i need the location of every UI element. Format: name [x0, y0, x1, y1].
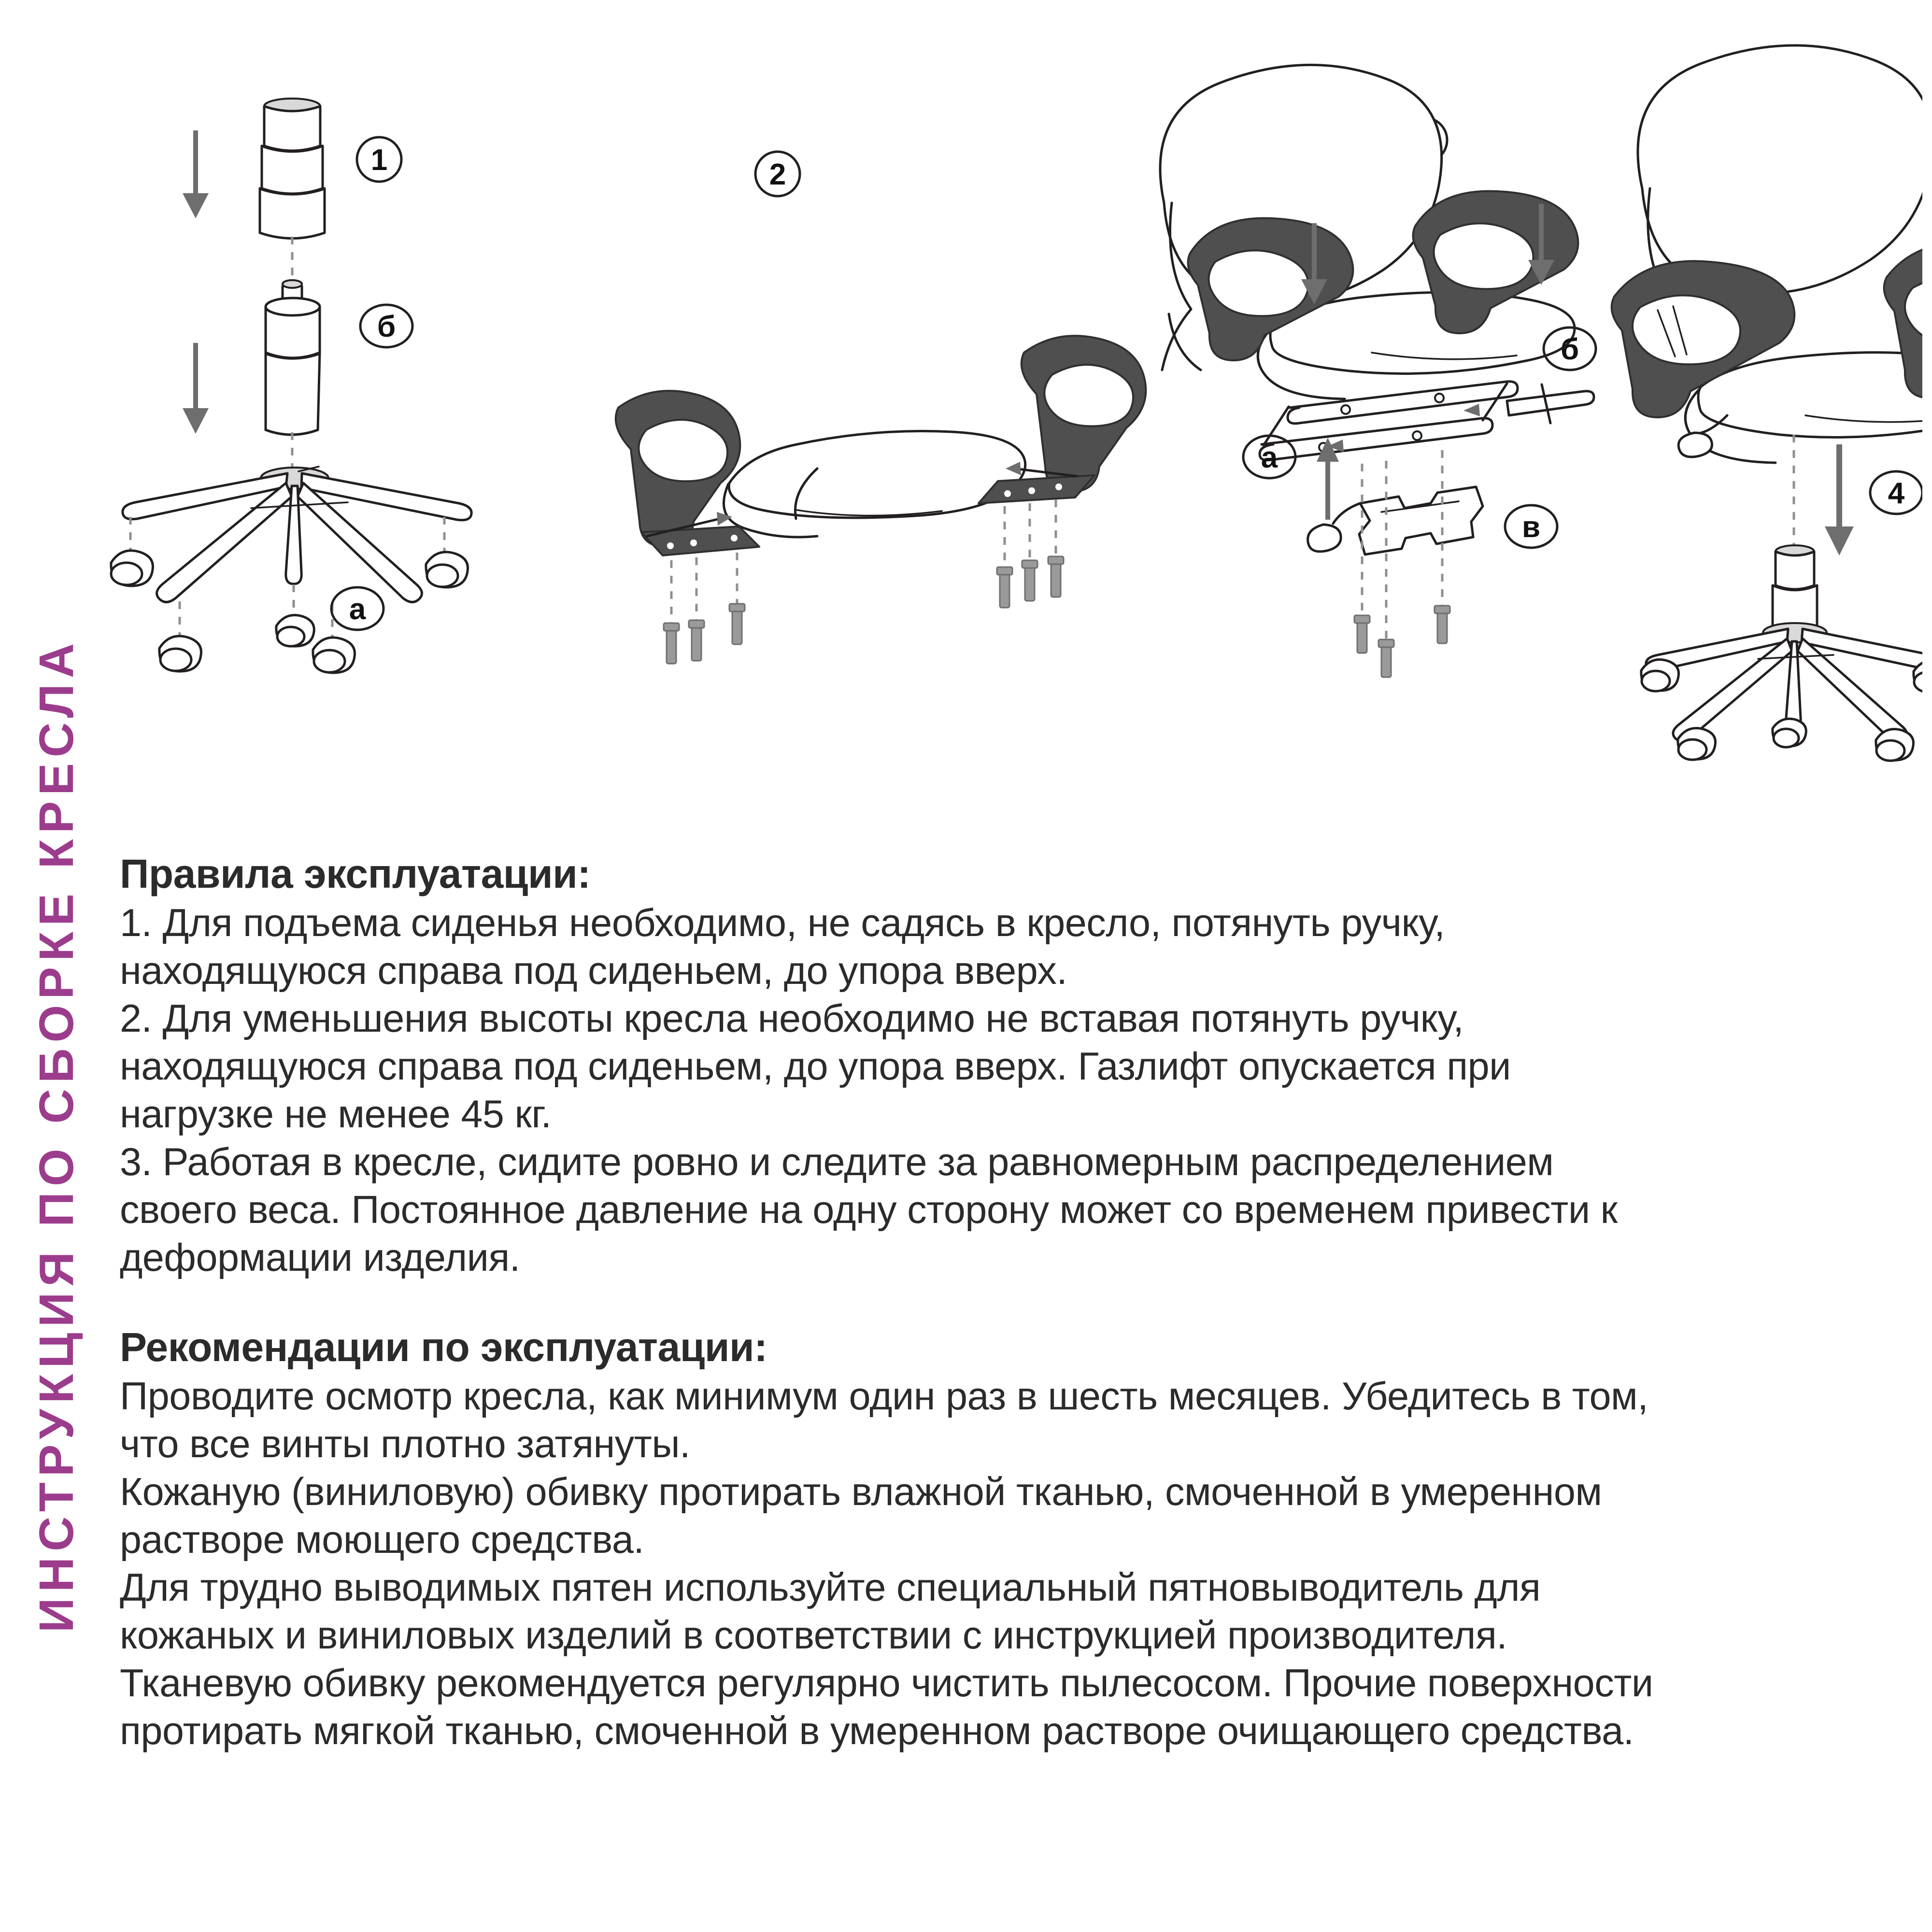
gas-lift-cylinder [266, 280, 320, 435]
step-3-group [1160, 65, 1596, 677]
step-2-badge [755, 152, 800, 196]
svg-text:б: б [377, 310, 396, 343]
part-label-b-step1 [360, 305, 412, 347]
assembly-diagram-svg [106, 43, 1922, 836]
step-4-group [1612, 45, 1922, 761]
svg-text:а: а [349, 593, 366, 626]
screw [689, 620, 704, 661]
step-2-group [616, 152, 1146, 664]
tilt-mechanism [1308, 487, 1483, 554]
recommendation-line: Для трудно выводимых пятен используйте специальный пятновыводитель для [120, 1566, 1541, 1609]
rules-line: 1. Для подъема сиденья необходимо, не садясь в кресло, потянуть ручку, [120, 901, 1445, 945]
step-1-badge [357, 137, 401, 182]
recommendation-line: кожаных и виниловых изделий в соответствии с инструкцией производителя. [120, 1614, 1507, 1657]
caster-wheel [426, 552, 468, 587]
caster-wheel [1678, 728, 1716, 760]
step-1-group [111, 99, 471, 673]
svg-text:в: в [1521, 511, 1541, 544]
recommendation-line: что все винты плотно затянуты. [120, 1422, 691, 1466]
seat-cushion [724, 431, 1025, 537]
screw [1354, 615, 1370, 653]
screws-mechanism [1354, 450, 1450, 677]
part-label-v-step3 [1505, 505, 1557, 548]
rules-line: деформации изделия. [120, 1236, 520, 1279]
recommendation-line: растворе моющего средства. [120, 1518, 644, 1562]
arrow-down-cover [183, 130, 209, 218]
rules-line: находящуюся справа под сиденьем, до упора вверх. Газлифт опускается при [120, 1045, 1511, 1088]
recommendation-line: Кожаную (виниловую) обивку протирать влажной тканью, смоченной в умеренном [120, 1470, 1602, 1514]
recommendations-list [120, 1373, 1907, 1755]
caster-wheel [1876, 729, 1914, 761]
screw [729, 604, 745, 644]
svg-text:1: 1 [370, 143, 388, 177]
rules-heading: Правила эксплуатации: [120, 851, 591, 896]
screw [1435, 606, 1450, 643]
caster-wheel [111, 551, 153, 586]
page-title-vertical: ИНСТРУКЦИЯ ПО СБОРКЕ КРЕСЛА [29, 637, 84, 1633]
recommendation-line: протирать мягкой тканью, смоченной в умеренном растворе очищающего средства. [120, 1709, 1634, 1753]
arrow-down-lift [183, 343, 209, 434]
screw [1048, 556, 1064, 597]
gas-lift-cover [260, 99, 325, 239]
recommendation-line: Проводите осмотр кресла, как минимум один раз в шесть месяцев. Убедитесь в том, [120, 1375, 1648, 1418]
part-label-a-step1 [331, 587, 384, 630]
screw [1022, 560, 1037, 601]
screws-right [997, 499, 1064, 608]
caster-wheel [276, 615, 314, 647]
seat-rail-frame [1260, 382, 1594, 460]
step-4-badge [1870, 471, 1922, 514]
caster-wheel [1773, 719, 1806, 747]
recommendations-heading: Рекомендации по эксплуатации: [120, 1324, 767, 1370]
caster-wheel [1641, 660, 1679, 692]
sidebar [0, 0, 121, 1932]
chair-base-five-star [123, 467, 471, 602]
instruction-text [120, 850, 1907, 1755]
assembly-diagram [106, 43, 1922, 836]
rules-list [120, 899, 1907, 1282]
rules-line: 3. Работая в кресле, сидите ровно и следите за равномерным распределением [120, 1140, 1554, 1184]
screws-left [664, 553, 745, 664]
section-spacer [120, 1282, 1907, 1323]
recommendation-line: Тканевую обивку рекомендуется регулярно чистить пылесосом. Прочие поверхности [120, 1662, 1653, 1705]
gas-lift-step4 [1773, 545, 1817, 633]
rules-line: своего веса. Постоянное давление на одну сторону может со временем привести к [120, 1188, 1618, 1232]
svg-text:2: 2 [769, 158, 786, 191]
caster-wheel [313, 638, 355, 673]
svg-text:а: а [1261, 441, 1278, 474]
chair-base-step4 [1641, 623, 1922, 761]
svg-text:б: б [1560, 333, 1579, 366]
rules-line: 2. Для уменьшения высоты кресла необходимо не вставая потянуть ручку, [120, 997, 1464, 1040]
arrow-down-step4 [1825, 444, 1854, 555]
rules-line: нагрузке не менее 45 кг. [120, 1093, 552, 1136]
svg-text:4: 4 [1888, 477, 1905, 510]
screw [1378, 639, 1394, 677]
screw [997, 567, 1012, 608]
rules-line: находящуюся справа под сиденьем, до упора вверх. [120, 949, 1067, 993]
caster-wheel [159, 636, 201, 671]
screw [664, 623, 679, 664]
